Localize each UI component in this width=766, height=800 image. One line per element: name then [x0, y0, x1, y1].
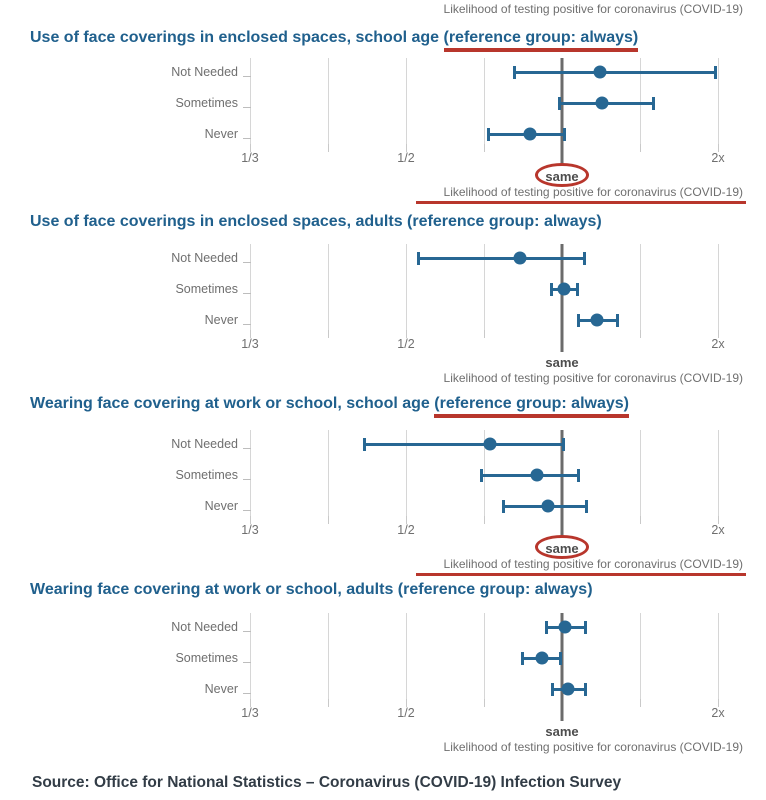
x-axis-tick — [640, 144, 641, 152]
gridline — [250, 613, 251, 699]
category-tick — [243, 76, 251, 77]
estimate-dot — [542, 500, 555, 513]
chart-enclosed-spaces-adults — [0, 244, 766, 394]
x-tick-label: 2x — [711, 523, 725, 537]
ci-cap-right — [585, 500, 588, 513]
x-axis-tick — [484, 144, 485, 152]
ci-cap-right — [584, 683, 587, 696]
chart-title-work-school-school-age — [30, 395, 629, 413]
ci-cap-right — [563, 128, 566, 141]
ci-cap-right — [576, 283, 579, 296]
plot-area — [171, 613, 743, 754]
chart-title-enclosed-adults — [30, 213, 602, 231]
red-underline-annotation — [416, 201, 746, 204]
reference-line — [561, 244, 564, 352]
red-underline-annotation — [416, 573, 746, 576]
ci-cap-right — [562, 438, 565, 451]
category-tick — [243, 262, 251, 263]
ci-cap-left — [502, 500, 505, 513]
estimate-dot — [562, 683, 575, 696]
category-label: Not Needed — [171, 437, 238, 451]
x-axis-label: Likelihood of testing positive for coronavirus (COVID-19) — [443, 371, 743, 385]
category-tick — [243, 138, 251, 139]
category-tick — [243, 293, 251, 294]
x-axis-tick — [484, 330, 485, 338]
chart-title-main: Wearing face covering at work or school, adults — [30, 581, 398, 598]
gridline — [328, 58, 329, 144]
ci-cap-left — [551, 683, 554, 696]
category-tick — [243, 448, 251, 449]
gridline — [406, 613, 407, 699]
x-tick-label: 1/3 — [241, 706, 259, 720]
gridline — [484, 58, 485, 144]
gridline — [406, 58, 407, 144]
estimate-dot — [595, 97, 608, 110]
plot-area — [171, 430, 743, 571]
x-axis-tick — [640, 516, 641, 524]
category-label: Not Needed — [171, 251, 238, 265]
ci-cap-right — [559, 652, 562, 665]
gridline — [718, 613, 719, 699]
chart-title-reference-group: (reference group: always) — [397, 581, 593, 598]
category-label: Sometimes — [175, 96, 238, 110]
ci-cap-right — [616, 314, 619, 327]
chart-title-main: Use of face coverings in enclosed spaces, adults — [30, 213, 408, 230]
red-circle-annotation — [535, 163, 589, 187]
x-tick-label: 1/3 — [241, 151, 259, 165]
x-tick-label: 1/2 — [397, 706, 415, 720]
ci-cap-right — [584, 621, 587, 634]
gridline — [328, 613, 329, 699]
x-tick-label: 1/3 — [241, 337, 259, 351]
x-tick-label: 2x — [711, 337, 725, 351]
same-tick-label: same — [545, 724, 579, 739]
ci-cap-left — [521, 652, 524, 665]
ci-cap-left — [480, 469, 483, 482]
ci-cap-left — [545, 621, 548, 634]
gridline — [328, 430, 329, 516]
category-tick — [243, 631, 251, 632]
gridline — [250, 244, 251, 330]
confidence-interval-bar — [513, 71, 717, 74]
ci-cap-right — [652, 97, 655, 110]
category-label: Never — [204, 313, 238, 327]
ci-cap-right — [577, 469, 580, 482]
chart-title-reference-group: (reference group: always) — [444, 29, 639, 52]
estimate-dot — [514, 252, 527, 265]
ci-cap-left — [417, 252, 420, 265]
estimate-dot — [530, 469, 543, 482]
category-label: Not Needed — [171, 65, 238, 79]
gridline — [250, 430, 251, 516]
confidence-interval-bar — [417, 257, 586, 260]
source-attribution: Source: Office for National Statistics – Coronavirus (COVID-19) Infection Survey — [32, 774, 622, 791]
red-circle-annotation — [535, 535, 589, 559]
x-axis-tick — [328, 699, 329, 707]
category-label: Sometimes — [175, 651, 238, 665]
confidence-interval-bar — [363, 443, 565, 446]
category-tick — [243, 107, 251, 108]
category-tick — [243, 662, 251, 663]
category-tick — [243, 693, 251, 694]
x-tick-label: 1/2 — [397, 337, 415, 351]
estimate-dot — [536, 652, 549, 665]
chart-title-enclosed-school-age — [30, 29, 638, 47]
ci-cap-left — [558, 97, 561, 110]
x-tick-label: 2x — [711, 151, 725, 165]
gridline — [718, 430, 719, 516]
chart-title-work-school-adults — [30, 581, 593, 599]
plot-area — [171, 244, 743, 385]
x-axis-tick — [328, 516, 329, 524]
x-axis-tick — [484, 516, 485, 524]
x-axis-label: Likelihood of testing positive for coronavirus (COVID-19) — [443, 740, 743, 754]
ci-cap-left — [513, 66, 516, 79]
estimate-dot — [523, 128, 536, 141]
same-tick-label: same — [545, 355, 579, 370]
ci-cap-right — [583, 252, 586, 265]
x-axis-label: Likelihood of testing positive for coronavirus (COVID-19) — [443, 557, 743, 571]
x-axis-tick — [484, 699, 485, 707]
chart-title-main: Use of face coverings in enclosed spaces, school age — [30, 29, 444, 46]
chart-work-school-adults — [0, 613, 766, 763]
chart-title-reference-group: (reference group: always) — [434, 395, 629, 418]
gridline — [640, 430, 641, 516]
gridline — [250, 58, 251, 144]
x-axis-tick — [640, 699, 641, 707]
ci-cap-left — [487, 128, 490, 141]
x-axis-tick — [328, 330, 329, 338]
previous-chart-axis-label: Likelihood of testing positive for coronavirus (COVID-19) — [443, 2, 743, 16]
reference-line — [561, 58, 564, 166]
ci-cap-right — [714, 66, 717, 79]
estimate-dot — [558, 283, 571, 296]
x-tick-label: 1/3 — [241, 523, 259, 537]
x-axis-tick — [640, 330, 641, 338]
ci-cap-left — [577, 314, 580, 327]
same-tick-label: same — [545, 169, 579, 184]
gridline — [484, 613, 485, 699]
x-tick-label: 2x — [711, 706, 725, 720]
category-label: Never — [204, 127, 238, 141]
chart-title-reference-group: (reference group: always) — [407, 213, 602, 230]
estimate-dot — [484, 438, 497, 451]
gridline — [640, 244, 641, 330]
estimate-dot — [558, 621, 571, 634]
category-tick — [243, 510, 251, 511]
same-tick-label: same — [545, 541, 579, 556]
category-tick — [243, 324, 251, 325]
chart-enclosed-spaces-school-age — [0, 58, 766, 208]
ci-cap-left — [363, 438, 366, 451]
chart-work-school-school-age — [0, 430, 766, 580]
x-axis-label: Likelihood of testing positive for coronavirus (COVID-19) — [443, 185, 743, 199]
x-tick-label: 1/2 — [397, 151, 415, 165]
estimate-dot — [590, 314, 603, 327]
chart-title-main: Wearing face covering at work or school, school age — [30, 395, 435, 412]
category-label: Never — [204, 682, 238, 696]
estimate-dot — [594, 66, 607, 79]
gridline — [406, 244, 407, 330]
category-tick — [243, 479, 251, 480]
gridline — [718, 244, 719, 330]
gridline — [328, 244, 329, 330]
category-label: Sometimes — [175, 282, 238, 296]
category-label: Not Needed — [171, 620, 238, 634]
category-label: Never — [204, 499, 238, 513]
gridline — [640, 613, 641, 699]
x-tick-label: 1/2 — [397, 523, 415, 537]
plot-area — [171, 58, 743, 199]
gridline — [718, 58, 719, 144]
x-axis-tick — [328, 144, 329, 152]
ci-cap-left — [550, 283, 553, 296]
category-label: Sometimes — [175, 468, 238, 482]
